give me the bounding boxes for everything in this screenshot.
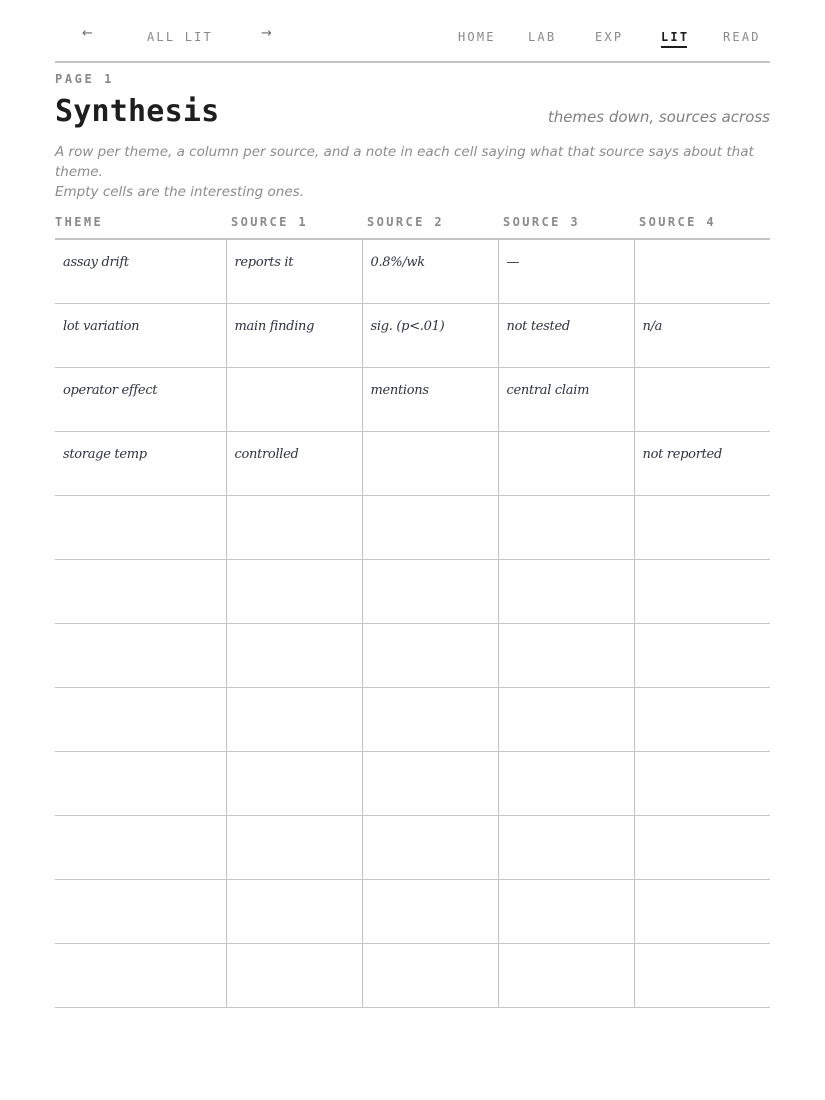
theme-cell[interactable] — [55, 816, 226, 880]
cell-note — [635, 560, 771, 575]
cell-note — [227, 688, 362, 703]
nav-read[interactable]: READ — [723, 30, 761, 44]
cell-note — [499, 688, 634, 703]
cell-note — [363, 944, 498, 959]
source-cell[interactable] — [634, 560, 770, 624]
source-cell[interactable] — [362, 560, 498, 624]
theme-cell[interactable] — [55, 239, 226, 304]
cell-note: reports it — [234, 255, 294, 270]
source-cell[interactable] — [634, 944, 770, 1008]
table-row — [55, 752, 770, 816]
cell-note: not reported — [642, 447, 722, 462]
column-header-source-2: SOURCE 2 — [362, 213, 498, 239]
cell-note — [635, 752, 771, 767]
theme-label — [55, 880, 226, 895]
source-cell[interactable] — [498, 496, 634, 560]
theme-label — [55, 816, 226, 831]
cell-note — [635, 496, 771, 511]
table-row — [55, 688, 770, 752]
cell-note — [499, 624, 634, 639]
source-cell[interactable] — [226, 880, 362, 944]
cell-note — [635, 688, 771, 703]
intro-line: A row per theme, a column per source, and a note in each cell saying what that source says about that theme. — [55, 144, 754, 180]
cell-note — [499, 560, 634, 575]
theme-label — [55, 688, 226, 703]
source-cell[interactable] — [498, 560, 634, 624]
cell-note — [227, 944, 362, 959]
cell-note — [363, 816, 498, 831]
cell-note — [363, 432, 498, 447]
cell-note — [227, 368, 362, 383]
source-cell[interactable] — [634, 496, 770, 560]
cell-note — [363, 496, 498, 511]
cell-note: main finding — [234, 319, 315, 334]
column-header-source-3: SOURCE 3 — [498, 213, 634, 239]
source-cell[interactable] — [362, 624, 498, 688]
cell-note — [227, 560, 362, 575]
theme-cell[interactable] — [55, 304, 226, 368]
theme-label — [55, 496, 226, 511]
source-cell[interactable] — [498, 239, 634, 304]
cell-note — [635, 880, 771, 895]
page-title: Synthesis — [55, 94, 220, 129]
table-row — [55, 880, 770, 944]
source-cell[interactable] — [226, 239, 362, 304]
cell-note — [363, 688, 498, 703]
page-number: PAGE 1 — [55, 72, 114, 86]
source-cell[interactable] — [362, 688, 498, 752]
theme-label — [55, 560, 226, 575]
cell-note — [363, 624, 498, 639]
theme-label — [55, 624, 226, 639]
source-cell[interactable] — [226, 560, 362, 624]
cell-note — [499, 816, 634, 831]
source-cell[interactable] — [362, 239, 498, 304]
cell-note: controlled — [234, 447, 299, 462]
theme-label: operator effect — [63, 383, 158, 398]
source-cell[interactable] — [226, 304, 362, 368]
cell-note: sig. (p<.01) — [370, 319, 445, 334]
theme-cell[interactable] — [55, 688, 226, 752]
nav-exp[interactable]: EXP — [595, 30, 624, 44]
theme-cell[interactable] — [55, 944, 226, 1008]
source-cell[interactable] — [226, 944, 362, 1008]
source-cell[interactable] — [634, 304, 770, 368]
column-header-source-1: SOURCE 1 — [226, 213, 362, 239]
source-cell[interactable] — [226, 624, 362, 688]
cell-note — [635, 624, 771, 639]
cell-note — [499, 496, 634, 511]
source-cell[interactable] — [226, 432, 362, 496]
source-cell[interactable] — [634, 816, 770, 880]
cell-note — [363, 752, 498, 767]
source-cell[interactable] — [634, 239, 770, 304]
table-row — [55, 496, 770, 560]
theme-cell[interactable] — [55, 752, 226, 816]
theme-label: assay drift — [63, 255, 129, 270]
cell-note: not tested — [506, 319, 570, 334]
cell-note — [227, 880, 362, 895]
theme-cell[interactable] — [55, 368, 226, 432]
cell-note — [635, 816, 771, 831]
source-cell[interactable] — [634, 624, 770, 688]
table-row — [55, 560, 770, 624]
table-row — [55, 368, 770, 432]
theme-cell[interactable] — [55, 880, 226, 944]
cell-note: 0.8%/wk — [370, 255, 425, 270]
cell-note — [227, 624, 362, 639]
source-cell[interactable] — [498, 368, 634, 432]
forward-arrow-icon[interactable]: → — [261, 26, 272, 41]
table-row — [55, 304, 770, 368]
nav-lit[interactable]: LIT — [661, 30, 690, 44]
source-cell[interactable] — [634, 880, 770, 944]
column-header-theme: THEME — [55, 213, 226, 239]
theme-label — [55, 752, 226, 767]
page-frame — [55, 0, 770, 462]
source-cell[interactable] — [362, 816, 498, 880]
table-header-row — [55, 213, 770, 239]
source-cell[interactable] — [362, 880, 498, 944]
cell-note: n/a — [642, 319, 663, 334]
source-cell[interactable] — [498, 752, 634, 816]
cell-note — [227, 496, 362, 511]
column-header-source-4: SOURCE 4 — [634, 213, 770, 239]
theme-cell[interactable] — [55, 432, 226, 496]
theme-cell[interactable] — [55, 560, 226, 624]
cell-note — [499, 432, 634, 447]
source-cell[interactable] — [362, 752, 498, 816]
cell-note — [499, 944, 634, 959]
theme-label — [55, 944, 226, 959]
nav-home[interactable]: HOME — [458, 30, 496, 44]
cell-note — [227, 816, 362, 831]
cell-note — [635, 240, 771, 255]
source-cell[interactable] — [226, 688, 362, 752]
cell-note — [363, 880, 498, 895]
source-cell[interactable] — [226, 752, 362, 816]
source-cell[interactable] — [498, 816, 634, 880]
nav-lab[interactable]: LAB — [528, 30, 557, 44]
table-row — [55, 239, 770, 304]
source-cell[interactable] — [498, 688, 634, 752]
source-cell[interactable] — [634, 368, 770, 432]
cell-note: central claim — [506, 383, 590, 398]
source-cell[interactable] — [498, 432, 634, 496]
page-intro — [55, 142, 755, 202]
source-cell[interactable] — [498, 880, 634, 944]
cell-note — [363, 560, 498, 575]
table-row — [55, 432, 770, 496]
source-cell[interactable] — [226, 368, 362, 432]
top-navigation — [55, 0, 770, 63]
table-row — [55, 944, 770, 1008]
source-cell[interactable] — [362, 304, 498, 368]
synthesis-table — [55, 213, 770, 1008]
theme-cell[interactable] — [55, 496, 226, 560]
source-cell[interactable] — [634, 752, 770, 816]
all-lit-link[interactable]: ALL LIT — [147, 30, 213, 44]
page-tagline: themes down, sources across — [547, 108, 770, 126]
theme-cell[interactable] — [55, 624, 226, 688]
theme-label: storage temp — [63, 447, 147, 462]
source-cell[interactable] — [362, 944, 498, 1008]
cell-note — [499, 752, 634, 767]
table-row — [55, 624, 770, 688]
source-cell[interactable] — [362, 432, 498, 496]
source-cell[interactable] — [226, 496, 362, 560]
source-cell[interactable] — [498, 624, 634, 688]
source-cell[interactable] — [362, 496, 498, 560]
source-cell[interactable] — [362, 368, 498, 432]
cell-note: mentions — [370, 383, 429, 398]
back-arrow-icon[interactable]: ← — [82, 26, 93, 41]
source-cell[interactable] — [498, 304, 634, 368]
source-cell[interactable] — [634, 688, 770, 752]
source-cell[interactable] — [498, 944, 634, 1008]
cell-note — [499, 880, 634, 895]
cell-note — [635, 944, 771, 959]
intro-line: Empty cells are the interesting ones. — [55, 184, 304, 200]
cell-note: — — [506, 255, 520, 270]
table-row — [55, 816, 770, 880]
cell-note — [635, 368, 771, 383]
theme-label: lot variation — [63, 319, 140, 334]
cell-note — [227, 752, 362, 767]
source-cell[interactable] — [634, 432, 770, 496]
source-cell[interactable] — [226, 816, 362, 880]
